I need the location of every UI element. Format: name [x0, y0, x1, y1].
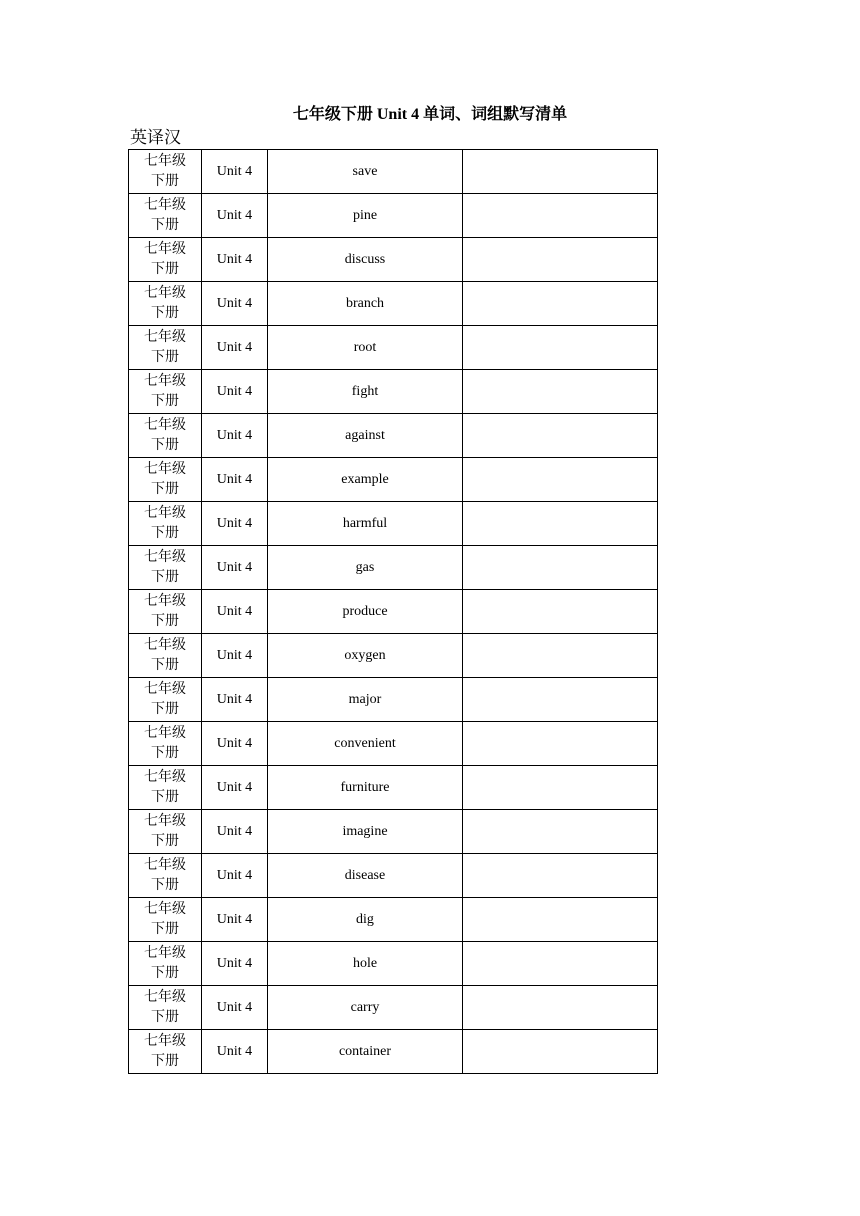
volume-label: 下册 [151, 349, 179, 365]
answer-blank-cell [463, 370, 658, 414]
answer-blank-cell [463, 854, 658, 898]
answer-blank-cell [463, 326, 658, 370]
volume-label: 下册 [151, 393, 179, 409]
unit-cell: Unit 4 [202, 678, 268, 722]
volume-label: 下册 [151, 701, 179, 717]
unit-cell: Unit 4 [202, 282, 268, 326]
grade-label: 七年级 [144, 417, 186, 433]
english-word-cell: gas [268, 546, 463, 590]
grade-label: 七年级 [144, 769, 186, 785]
answer-blank-cell [463, 546, 658, 590]
volume-label: 下册 [151, 437, 179, 453]
table-row [129, 590, 658, 634]
unit-cell: Unit 4 [202, 150, 268, 194]
unit-cell: Unit 4 [202, 458, 268, 502]
grade-label: 七年级 [144, 901, 186, 917]
grade-cell [129, 1030, 202, 1074]
answer-blank-cell [463, 282, 658, 326]
unit-cell: Unit 4 [202, 722, 268, 766]
english-word-cell: carry [268, 986, 463, 1030]
vocabulary-table [128, 149, 658, 1074]
english-word-cell: major [268, 678, 463, 722]
answer-blank-cell [463, 502, 658, 546]
table-row [129, 150, 658, 194]
table-row [129, 766, 658, 810]
grade-cell [129, 282, 202, 326]
grade-label: 七年级 [144, 285, 186, 301]
volume-label: 下册 [151, 613, 179, 629]
grade-label: 七年级 [144, 241, 186, 257]
grade-cell [129, 942, 202, 986]
english-word-cell: dig [268, 898, 463, 942]
grade-cell [129, 414, 202, 458]
table-row [129, 414, 658, 458]
vocabulary-table-body [129, 150, 658, 1074]
grade-label: 七年级 [144, 153, 186, 169]
grade-cell [129, 370, 202, 414]
grade-label: 七年级 [144, 197, 186, 213]
grade-cell [129, 722, 202, 766]
answer-blank-cell [463, 898, 658, 942]
english-word-cell: harmful [268, 502, 463, 546]
answer-blank-cell [463, 986, 658, 1030]
grade-label: 七年级 [144, 373, 186, 389]
english-word-cell: against [268, 414, 463, 458]
unit-cell: Unit 4 [202, 942, 268, 986]
grade-label: 七年级 [144, 945, 186, 961]
grade-label: 七年级 [144, 725, 186, 741]
volume-label: 下册 [151, 305, 179, 321]
answer-blank-cell [463, 150, 658, 194]
grade-label: 七年级 [144, 505, 186, 521]
volume-label: 下册 [151, 789, 179, 805]
volume-label: 下册 [151, 525, 179, 541]
answer-blank-cell [463, 590, 658, 634]
english-word-cell: example [268, 458, 463, 502]
unit-cell: Unit 4 [202, 634, 268, 678]
grade-cell [129, 238, 202, 282]
table-row [129, 370, 658, 414]
answer-blank-cell [463, 458, 658, 502]
grade-cell [129, 326, 202, 370]
table-row [129, 854, 658, 898]
table-row [129, 678, 658, 722]
unit-cell: Unit 4 [202, 194, 268, 238]
table-row [129, 1030, 658, 1074]
grade-cell [129, 854, 202, 898]
unit-cell: Unit 4 [202, 414, 268, 458]
answer-blank-cell [463, 810, 658, 854]
volume-label: 下册 [151, 1009, 179, 1025]
unit-cell: Unit 4 [202, 1030, 268, 1074]
page-title: 七年级下册 Unit 4 单词、词组默写清单 [292, 106, 568, 123]
volume-label: 下册 [151, 481, 179, 497]
english-word-cell: container [268, 1030, 463, 1074]
table-row [129, 942, 658, 986]
unit-cell: Unit 4 [202, 502, 268, 546]
unit-cell: Unit 4 [202, 370, 268, 414]
table-row [129, 502, 658, 546]
english-word-cell: produce [268, 590, 463, 634]
volume-label: 下册 [151, 965, 179, 981]
unit-cell: Unit 4 [202, 810, 268, 854]
grade-cell [129, 458, 202, 502]
grade-cell [129, 150, 202, 194]
volume-label: 下册 [151, 569, 179, 585]
volume-label: 下册 [151, 745, 179, 761]
table-row [129, 194, 658, 238]
grade-label: 七年级 [144, 813, 186, 829]
english-word-cell: disease [268, 854, 463, 898]
grade-label: 七年级 [144, 989, 186, 1005]
grade-cell [129, 502, 202, 546]
volume-label: 下册 [151, 217, 179, 233]
answer-blank-cell [463, 678, 658, 722]
volume-label: 下册 [151, 657, 179, 673]
grade-cell [129, 678, 202, 722]
table-row [129, 546, 658, 590]
answer-blank-cell [463, 942, 658, 986]
grade-cell [129, 810, 202, 854]
grade-label: 七年级 [144, 857, 186, 873]
grade-label: 七年级 [144, 1033, 186, 1049]
english-word-cell: save [268, 150, 463, 194]
english-word-cell: pine [268, 194, 463, 238]
table-row [129, 986, 658, 1030]
table-row [129, 458, 658, 502]
answer-blank-cell [463, 238, 658, 282]
answer-blank-cell [463, 766, 658, 810]
english-word-cell: fight [268, 370, 463, 414]
grade-label: 七年级 [144, 461, 186, 477]
volume-label: 下册 [151, 833, 179, 849]
grade-label: 七年级 [144, 593, 186, 609]
unit-cell: Unit 4 [202, 898, 268, 942]
english-word-cell: hole [268, 942, 463, 986]
answer-blank-cell [463, 194, 658, 238]
grade-cell [129, 766, 202, 810]
answer-blank-cell [463, 634, 658, 678]
grade-cell [129, 634, 202, 678]
table-row [129, 326, 658, 370]
volume-label: 下册 [151, 173, 179, 189]
volume-label: 下册 [151, 877, 179, 893]
grade-cell [129, 546, 202, 590]
grade-label: 七年级 [144, 329, 186, 345]
grade-cell [129, 194, 202, 238]
section-label: 英译汉 [130, 128, 181, 147]
english-word-cell: discuss [268, 238, 463, 282]
unit-cell: Unit 4 [202, 546, 268, 590]
english-word-cell: furniture [268, 766, 463, 810]
volume-label: 下册 [151, 921, 179, 937]
english-word-cell: imagine [268, 810, 463, 854]
grade-cell [129, 898, 202, 942]
english-word-cell: root [268, 326, 463, 370]
unit-cell: Unit 4 [202, 854, 268, 898]
unit-cell: Unit 4 [202, 326, 268, 370]
table-row [129, 722, 658, 766]
unit-cell: Unit 4 [202, 238, 268, 282]
grade-label: 七年级 [144, 637, 186, 653]
unit-cell: Unit 4 [202, 590, 268, 634]
table-row [129, 238, 658, 282]
answer-blank-cell [463, 1030, 658, 1074]
unit-cell: Unit 4 [202, 986, 268, 1030]
table-row [129, 282, 658, 326]
english-word-cell: convenient [268, 722, 463, 766]
table-row [129, 810, 658, 854]
english-word-cell: oxygen [268, 634, 463, 678]
answer-blank-cell [463, 722, 658, 766]
answer-blank-cell [463, 414, 658, 458]
grade-cell [129, 590, 202, 634]
table-row [129, 898, 658, 942]
table-row [129, 634, 658, 678]
grade-label: 七年级 [144, 549, 186, 565]
english-word-cell: branch [268, 282, 463, 326]
unit-cell: Unit 4 [202, 766, 268, 810]
grade-label: 七年级 [144, 681, 186, 697]
volume-label: 下册 [151, 261, 179, 277]
grade-cell [129, 986, 202, 1030]
volume-label: 下册 [151, 1053, 179, 1069]
